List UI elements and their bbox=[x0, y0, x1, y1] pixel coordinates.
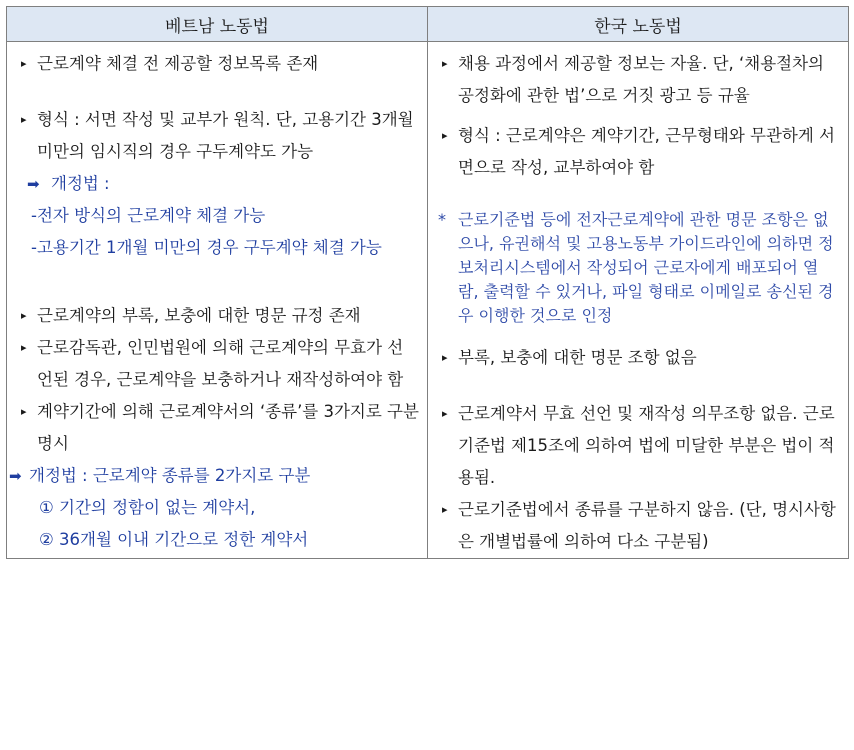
korea-item-appendix: ▸ 부록, 보충에 대한 명문 조항 없음 bbox=[438, 342, 840, 374]
vietnam-column bbox=[7, 42, 428, 559]
arrow-icon: ➡ bbox=[27, 175, 40, 193]
korea-electronic-contract-note: * 근로기준법 등에 전자근로계약에 관한 명문 조항은 없으나, 유권해석 및 고용노동부 가이드라인에 의하면 정보처리시스템에서 작성되어 근로자에게 배포되어 열람, 출력할 수 있거나, 파일 형태로 이메일로 송신된 경우 이행한 것으로 인정 bbox=[438, 210, 834, 325]
bullet-icon: ▸ bbox=[21, 405, 27, 418]
bullet-icon: ▸ bbox=[442, 503, 448, 516]
bullet-icon: ▸ bbox=[442, 57, 448, 70]
comparison-table bbox=[6, 6, 849, 559]
header-row bbox=[7, 7, 849, 42]
vietnam-item-form: ▸ 형식 : 서면 작성 및 교부가 원칙. 단, 고용기간 3개월 미만의 임시직의 경우 구두계약도 가능 bbox=[17, 104, 419, 168]
korea-item-form: ▸ 형식 : 근로계약은 계약기간, 근무형태와 무관하게 서면으로 작성, 교부하여야 함 bbox=[438, 120, 840, 184]
bullet-icon: ▸ bbox=[21, 57, 27, 70]
bullet-icon: ▸ bbox=[21, 309, 27, 322]
vietnam-item-appendix: ▸ 근로계약의 부록, 보충에 대한 명문 규정 존재 bbox=[17, 300, 419, 332]
vietnam-amendment-1: ➡ 개정법 : -전자 방식의 근로계약 체결 가능 -고용기간 1개월 미만의 경우 구두계약 체결 가능 bbox=[17, 168, 419, 264]
korea-item-contract-types: ▸ 근로기준법에서 종류를 구분하지 않음. (단, 명시사항은 개별법률에 의하여 다소 구분됨) bbox=[438, 494, 840, 558]
bullet-icon: ▸ bbox=[442, 351, 448, 364]
asterisk-icon: * bbox=[438, 210, 446, 229]
korea-column bbox=[428, 42, 849, 559]
vietnam-item-invalidity: ▸ 근로감독관, 인민법원에 의해 근로계약의 무효가 선언된 경우, 근로계약을 보충하거나 재작성하여야 함 bbox=[17, 332, 419, 396]
korea-item-invalidity: ▸ 근로계약서 무효 선언 및 재작성 의무조항 없음. 근로기준법 제15조에 의하여 법에 미달한 부분은 법이 적용됨. bbox=[438, 398, 840, 494]
vietnam-item-info-list: ▸ 근로계약 체결 전 제공할 정보목록 존재 bbox=[17, 48, 419, 80]
vietnam-amendment-2: ➡ 개정법 : 근로계약 종류를 2가지로 구분 ① 기간의 정함이 없는 계약서, ② 36개월 이내 기간으로 정한 계약서 bbox=[9, 460, 419, 556]
header-vietnam: 베트남 노동법 bbox=[7, 7, 428, 42]
bullet-icon: ▸ bbox=[442, 407, 448, 420]
bullet-icon: ▸ bbox=[442, 129, 448, 142]
bullet-icon: ▸ bbox=[21, 113, 27, 126]
header-korea: 한국 노동법 bbox=[428, 7, 849, 42]
bullet-icon: ▸ bbox=[21, 341, 27, 354]
arrow-icon: ➡ bbox=[9, 467, 22, 485]
vietnam-item-contract-types: ▸ 계약기간에 의해 근로계약서의 ‘종류’를 3가지로 구분 명시 bbox=[17, 396, 419, 460]
korea-item-info: ▸ 채용 과정에서 제공할 정보는 자율. 단, ‘채용절차의 공정화에 관한 법’으로 거짓 광고 등 규율 bbox=[438, 48, 840, 112]
content-row bbox=[7, 42, 849, 559]
